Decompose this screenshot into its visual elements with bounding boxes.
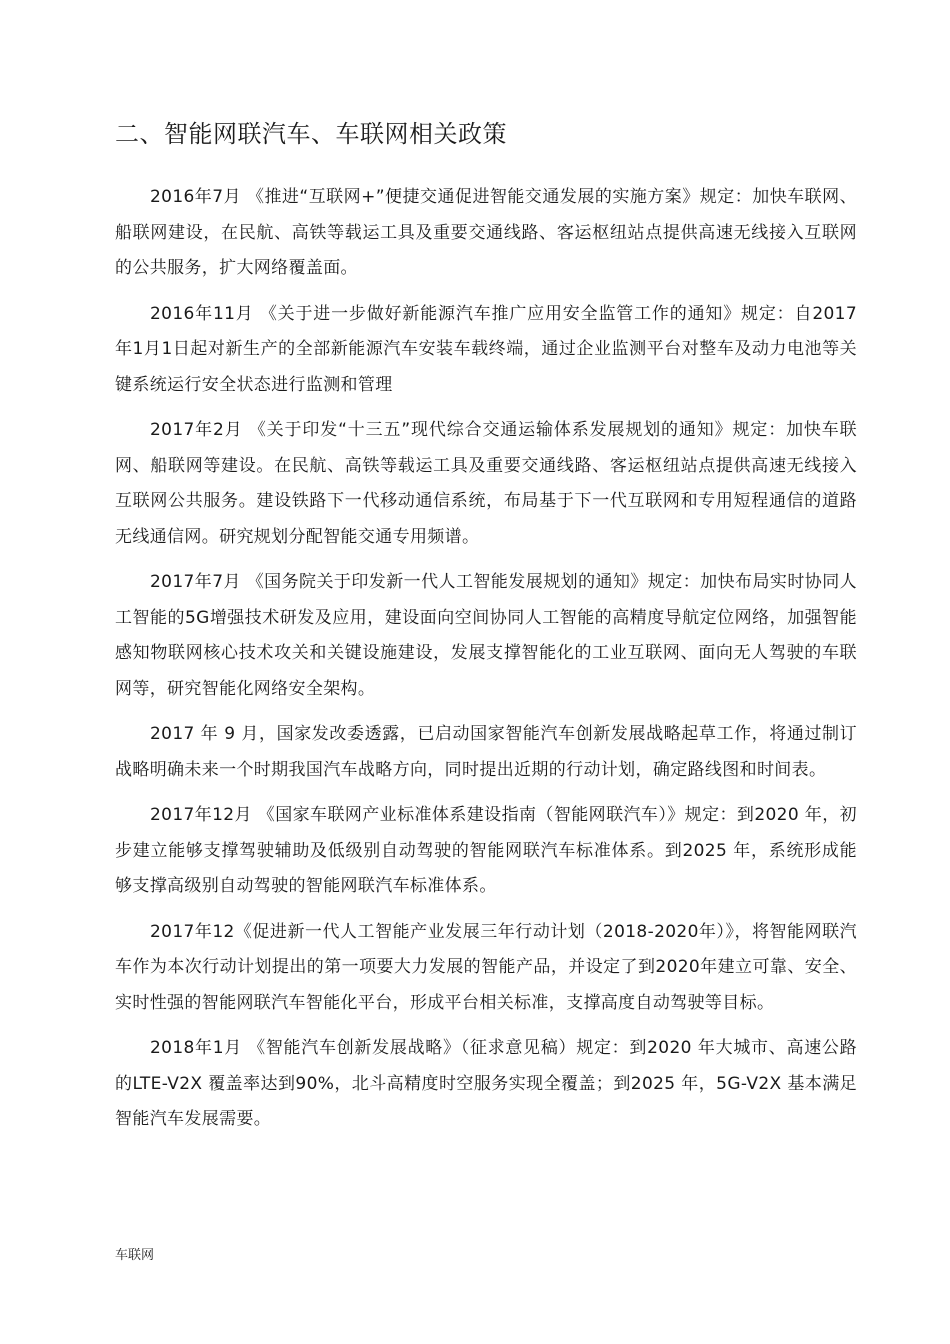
policy-paragraph: 2016年11月 《关于进一步做好新能源汽车推广应用安全监管工作的通知》规定：自2017 年1月1日起对新生产的全部新能源汽车安装车载终端，通过企业监测平台对整车及动力电池等关键系统运行安全状态进行监测和管理 bbox=[115, 303, 857, 395]
policy-paragraph: 2017年2月 《关于印发“十三五”现代综合交通运输体系发展规划的通知》规定：加快车联网、船联网等建设。在民航、高铁等载运工具及重要交通线路、客运枢纽站点提供高速无线接入互联网公共服务。建设铁路下一代移动通信系统，布局基于下一代互联网和专用短程通信的道路无线通信网。研究规划分配智能交通专用频谱。 bbox=[115, 420, 857, 547]
policy-paragraph: 2016年7月 《推进“互联网+”便捷交通促进智能交通发展的实施方案》规定：加快车联网、船联网建设，在民航、高铁等载运工具及重要交通线路、客运枢纽站点提供高速无线接入互联网的公共服务，扩大网络覆盖面。 bbox=[115, 187, 857, 278]
policy-paragraph: 2018年1月 《智能汽车创新发展战略》（征求意见稿）规定：到2020 年大城市、高速公路的LTE-V2X 覆盖率达到90%，北斗高精度时空服务实现全覆盖；到2025 年，5G-V2X 基本满足智能汽车发展需要。 bbox=[115, 1038, 857, 1129]
policy-paragraph: 2017年7月 《国务院关于印发新一代人工智能发展规划的通知》规定：加快布局实时协同人工智能的5G增强技术研发及应用，建设面向空间协同人工智能的高精度导航定位网络，加强智能感知物联网核心技术攻关和关键设施建设，发展支撑智能化的工业互联网、面向无人驾驶的车联网等，研究智能化网络安全架构。 bbox=[115, 572, 858, 699]
document-body bbox=[115, 180, 857, 1148]
section-heading: 二、智能网联汽车、车联网相关政策 bbox=[115, 120, 507, 148]
policy-paragraph: 2017 年 9 月，国家发改委透露，已启动国家智能汽车创新发展战略起草工作，将通过制订战略明确未来一个时期我国汽车战略方向，同时提出近期的行动计划，确定路线图和时间表。 bbox=[115, 724, 857, 780]
page-footer: 车联网 bbox=[115, 1248, 155, 1263]
policy-paragraph: 2017年12月 《国家车联网产业标准体系建设指南（智能网联汽车）》规定：到2020 年，初步建立能够支撑驾驶辅助及低级别自动驾驶的智能网联汽车标准体系。到2025 年，系统形成能够支撑高级别自动驾驶的智能网联汽车标准体系。 bbox=[115, 805, 857, 896]
policy-paragraph: 2017年12《促进新一代人工智能产业发展三年行动计划（2018-2020年）》，将智能网联汽车作为本次行动计划提出的第一项要大力发展的智能产品，并设定了到2020年建立可靠、安全、实时性强的智能网联汽车智能化平台，形成平台相关标准，支撑高度自动驾驶等目标。 bbox=[115, 921, 857, 1013]
